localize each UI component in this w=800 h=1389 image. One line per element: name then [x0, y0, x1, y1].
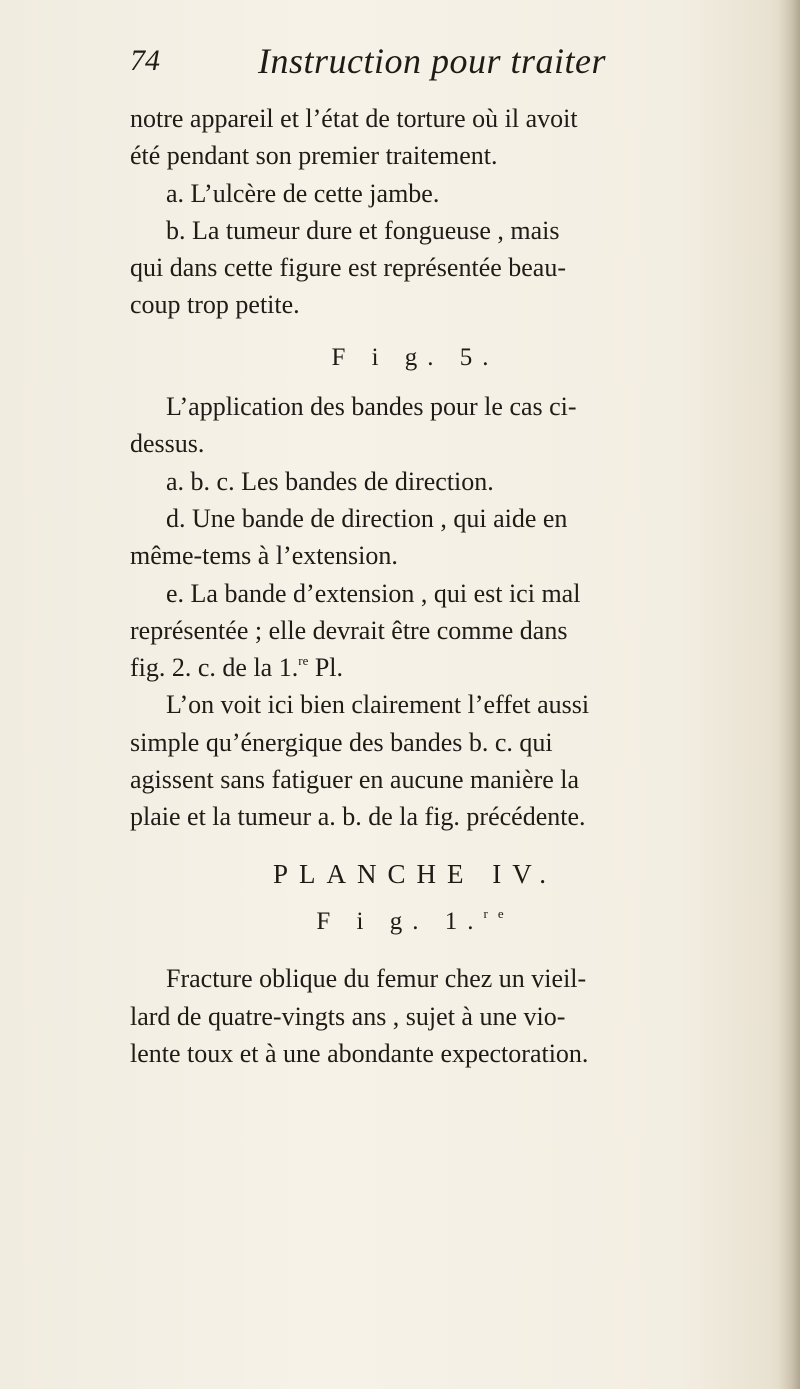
legend-item-e: [130, 575, 700, 687]
figure-1-text: [130, 960, 700, 1072]
text-line: coup trop petite.: [130, 290, 300, 320]
text-line: dessus.: [130, 429, 205, 459]
text-line: agissent sans fatiguer en aucune manière la: [130, 765, 580, 795]
figure-5-intro: [130, 388, 700, 463]
text-line: même-tems à l’extension.: [130, 541, 398, 571]
paragraph-continuation: [130, 100, 700, 175]
text-line: L’on voit ici bien clairement l’effet aussi: [166, 690, 590, 720]
text-line: qui dans cette figure est représentée beau-: [130, 253, 567, 283]
text-fragment: fig. 2. c. de la 1.: [130, 653, 299, 683]
text-line: [130, 649, 700, 686]
text-line: notre appareil et l’état de torture où il avoit: [130, 104, 578, 133]
text-line: plaie et la tumeur a. b. de la fig. précédente.: [130, 802, 586, 832]
page-edge-shadow: [778, 0, 800, 1389]
text-line: a. b. c. Les bandes de direction.: [166, 466, 494, 496]
text-line: été pendant son premier traitement.: [130, 141, 498, 171]
text-line: d. Une bande de direction , qui aide en: [166, 503, 568, 533]
text-line: b. La tumeur dure et fongueuse , mais: [166, 215, 560, 245]
text-line: lard de quatre-vingts ans , sujet à une vio-: [130, 1001, 566, 1031]
text-line: Fracture oblique du femur chez un vieil-: [166, 964, 587, 994]
figure-5-note: [130, 686, 700, 835]
planche-heading: PLANCHE IV.: [272, 858, 557, 889]
text-fragment: Pl.: [308, 653, 344, 683]
superscript: re: [483, 905, 514, 921]
legend-item-b: [130, 212, 700, 324]
page-number: 74: [130, 44, 160, 77]
page-header: [130, 40, 650, 92]
legend-item-d: [130, 500, 700, 575]
text-fragment: F i g. 1.: [316, 907, 484, 935]
text-line: simple qu’énergique des bandes b. c. qui: [130, 727, 553, 757]
legend-item-abc: [130, 463, 700, 500]
running-title: Instruction pour traiter: [258, 41, 607, 81]
text-line: L’application des bandes pour le cas ci-: [166, 392, 577, 422]
superscript: re: [298, 653, 309, 669]
figure-1-heading: [130, 903, 700, 940]
body-text: [130, 100, 700, 1072]
text-line: lente toux et à une abondante expectoration.: [130, 1038, 589, 1068]
text-line: représentée ; elle devrait être comme dans: [130, 615, 568, 645]
text-line: a. L’ulcère de cette jambe.: [166, 178, 440, 208]
text-line: e. La bande d’extension , qui est ici mal: [166, 578, 581, 608]
figure-5-heading: F i g. 5.: [331, 343, 499, 371]
legend-item-a: [130, 175, 700, 212]
